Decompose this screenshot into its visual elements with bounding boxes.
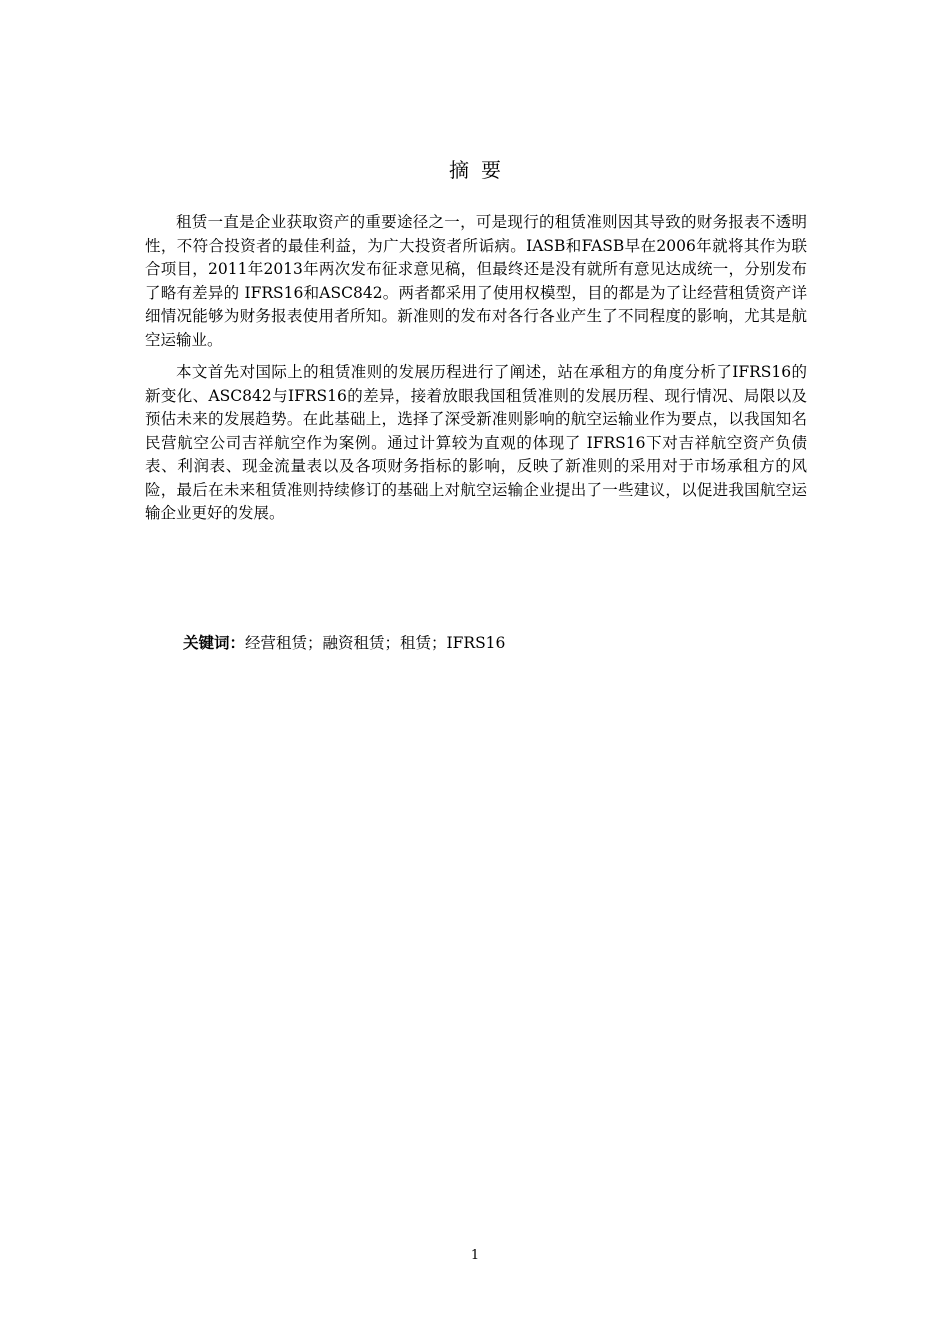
abstract-paragraph-2: 本文首先对国际上的租赁准则的发展历程进行了阐述，站在承租方的角度分析了IFRS16的新变化、ASC842与IFRS16的差异，接着放眼我国租赁准则的发展历程、现行情况、局限以及预估未来的发展趋势。在此基础上，选择了深受新准则影响的航空运输业作为要点，以我国知名民营航空公司吉祥航空作为案例。通过计算较为直观的体现了 IFRS16下对吉祥航空资产负债表、利润表、现金流量表以及各项财务指标的影响，反映了新准则的采用对于市场承租方的风险，最后在未来租赁准则持续修订的基础上对航空运输企业提出了一些建议，以促进我国航空运输企业更好的发展。 [145, 363, 807, 522]
abstract-title: 摘要 [449, 158, 513, 182]
abstract-body [145, 211, 807, 535]
keywords-line [183, 631, 505, 655]
keywords-value: 经营租赁；融资租赁；租赁；IFRS16 [245, 634, 506, 652]
page-number: 1 [470, 1248, 480, 1263]
abstract-paragraph-1: 租赁一直是企业获取资产的重要途径之一，可是现行的租赁准则因其导致的财务报表不透明性，不符合投资者的最佳利益，为广大投资者所诟病。IASB和FASB早在2006年就将其作为联合项目，2011年2013年两次发布征求意见稿，但最终还是没有就所有意见达成统一，分别发布了略有差异的 IFRS16和ASC842。两者都采用了使用权模型，目的都是为了让经营租赁资产详细情况能够为财务报表使用者所知。新准则的发布对各行各业产生了不同程度的影响，尤其是航空运输业。 [145, 213, 807, 349]
keywords-label: 关键词： [183, 634, 246, 652]
